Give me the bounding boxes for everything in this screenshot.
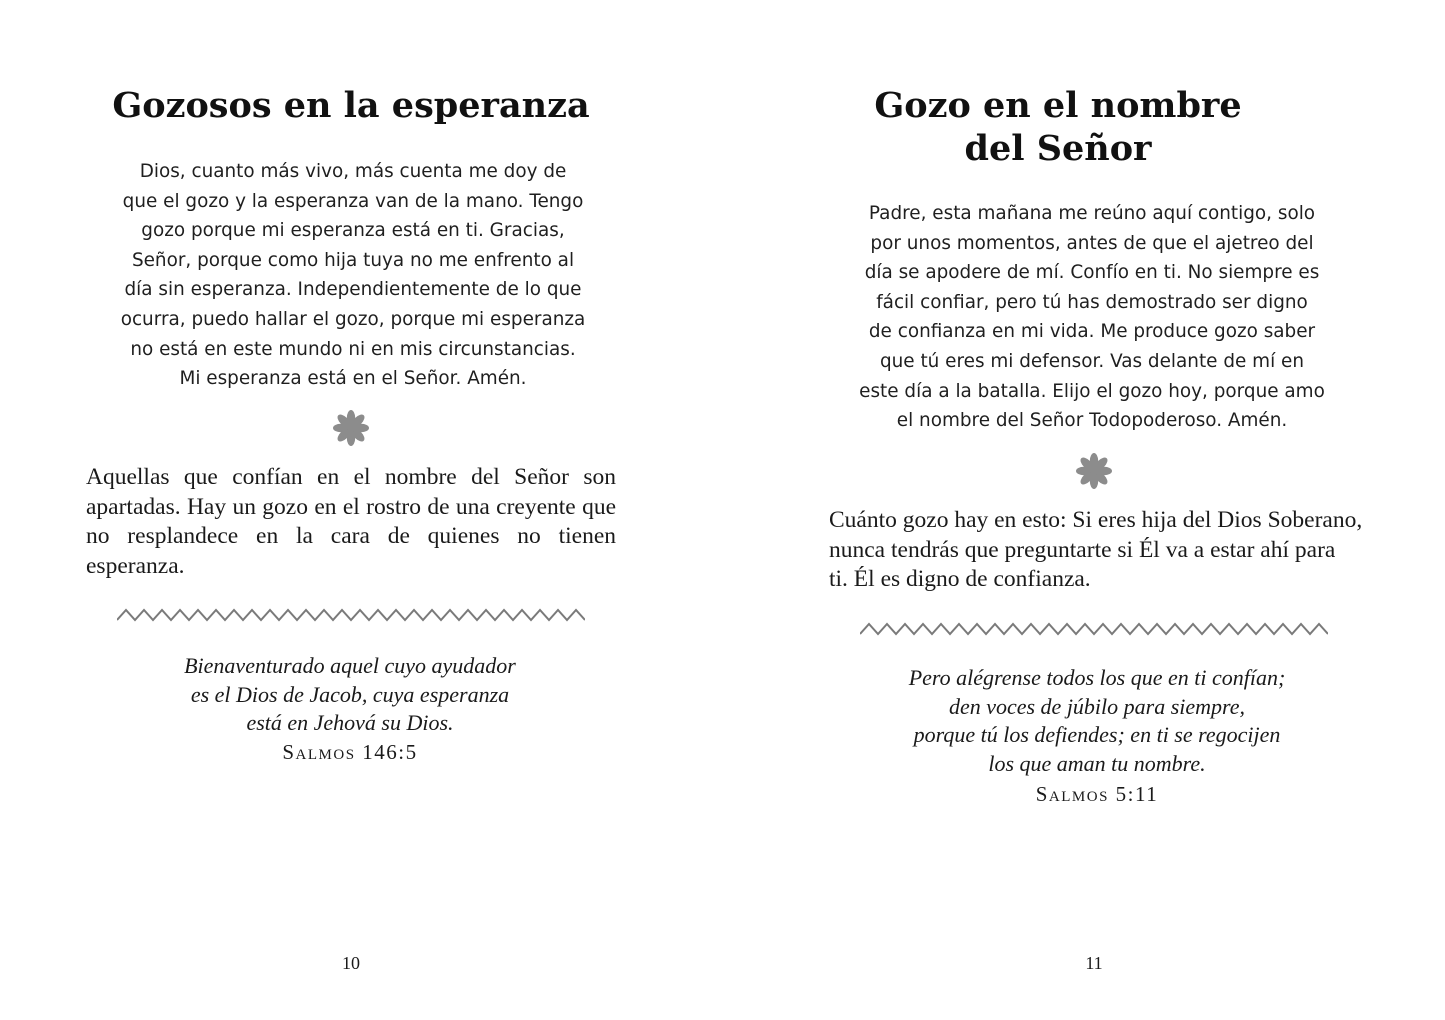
prayer-line: Padre, esta mañana me reúno aquí contigo, solo — [868, 203, 1316, 224]
prayer-line: Mi esperanza está en el Señor. Amén. — [179, 368, 527, 390]
prayer-line: el nombre del Señor Todopoderoso. Amén. — [896, 410, 1288, 432]
title-line: Gozo en el nombre — [874, 85, 1242, 126]
verse-line: Bienaventurado aquel cuyo ayudador — [184, 653, 516, 678]
verse-line: está en Jehová su Dios. — [246, 710, 454, 736]
page-number: 11 — [1085, 953, 1103, 973]
prayer-line: que el gozo y la esperanza van de la mano. Tengo — [122, 190, 584, 212]
scripture-verse — [842, 664, 1352, 778]
prayer-line: este día a la batalla. Elijo el gozo hoy, porque amo — [859, 380, 1325, 402]
page-title — [697, 84, 1419, 170]
reflection-line: Cuánto gozo hay en esto: Si eres hija del Dios Soberano, — [829, 507, 1363, 533]
zigzag-divider — [117, 607, 585, 623]
verse-line: los que aman tu nombre. — [988, 750, 1206, 776]
prayer-line: fácil confiar, pero tú has demostrado ser digno — [876, 291, 1308, 313]
flower-ornament-icon — [331, 408, 371, 448]
reflection-text — [829, 506, 1364, 595]
title-line: del Señor — [964, 128, 1152, 169]
prayer-line: Señor, porque como hija tuya no me enfrento al — [131, 249, 575, 271]
verse-reference: Salmos 146:5 — [282, 740, 418, 764]
verse-line: porque tú los defiendes; en ti se regocijen — [913, 722, 1281, 748]
prayer-line: día se apodere de mí. Confío en ti. No siempre es — [864, 262, 1320, 284]
left-page — [0, 0, 722, 1020]
flower-ornament-icon — [1074, 451, 1114, 491]
prayer-text — [98, 157, 608, 394]
prayer-line: no está en este mundo ni en mis circunstancias. — [130, 338, 576, 360]
page-number: 10 — [342, 953, 360, 973]
right-page — [722, 0, 1444, 1020]
reflection-text: Aquellas que confían en el nombre del Señor son apartadas. Hay un gozo en el rostro de una creyente que no resplandece en la cara de quienes no tienen esperanza. — [86, 464, 616, 579]
prayer-line: de confianza en mi vida. Me produce gozo saber — [868, 321, 1316, 343]
verse-line: Pero alégrense todos los que en ti confían; — [908, 665, 1286, 690]
prayer-line: Dios, cuanto más vivo, más cuenta me doy de — [139, 161, 567, 182]
scripture-verse — [100, 652, 600, 738]
prayer-line: por unos momentos, antes de que el ajetreo del — [870, 232, 1314, 254]
reflection-line: nunca tendrás que preguntarte si Él va a estar ahí para — [829, 536, 1336, 563]
prayer-line: día sin esperanza. Independientemente de lo que — [124, 279, 582, 301]
page-title: Gozosos en la esperanza — [112, 85, 590, 126]
prayer-line: gozo porque mi esperanza está en ti. Gracias, — [141, 220, 565, 242]
verse-line: den voces de júbilo para siempre, — [948, 693, 1246, 719]
prayer-line: que tú eres mi defensor. Vas delante de mí en — [879, 350, 1305, 372]
reflection-line: ti. Él es digno de confianza. — [829, 566, 1091, 592]
verse-line: es el Dios de Jacob, cuya esperanza — [190, 681, 510, 707]
prayer-line: ocurra, puedo hallar el gozo, porque mi esperanza — [120, 308, 586, 330]
zigzag-divider — [860, 621, 1328, 637]
verse-reference: Salmos 5:11 — [1035, 782, 1159, 806]
prayer-text — [842, 199, 1342, 436]
